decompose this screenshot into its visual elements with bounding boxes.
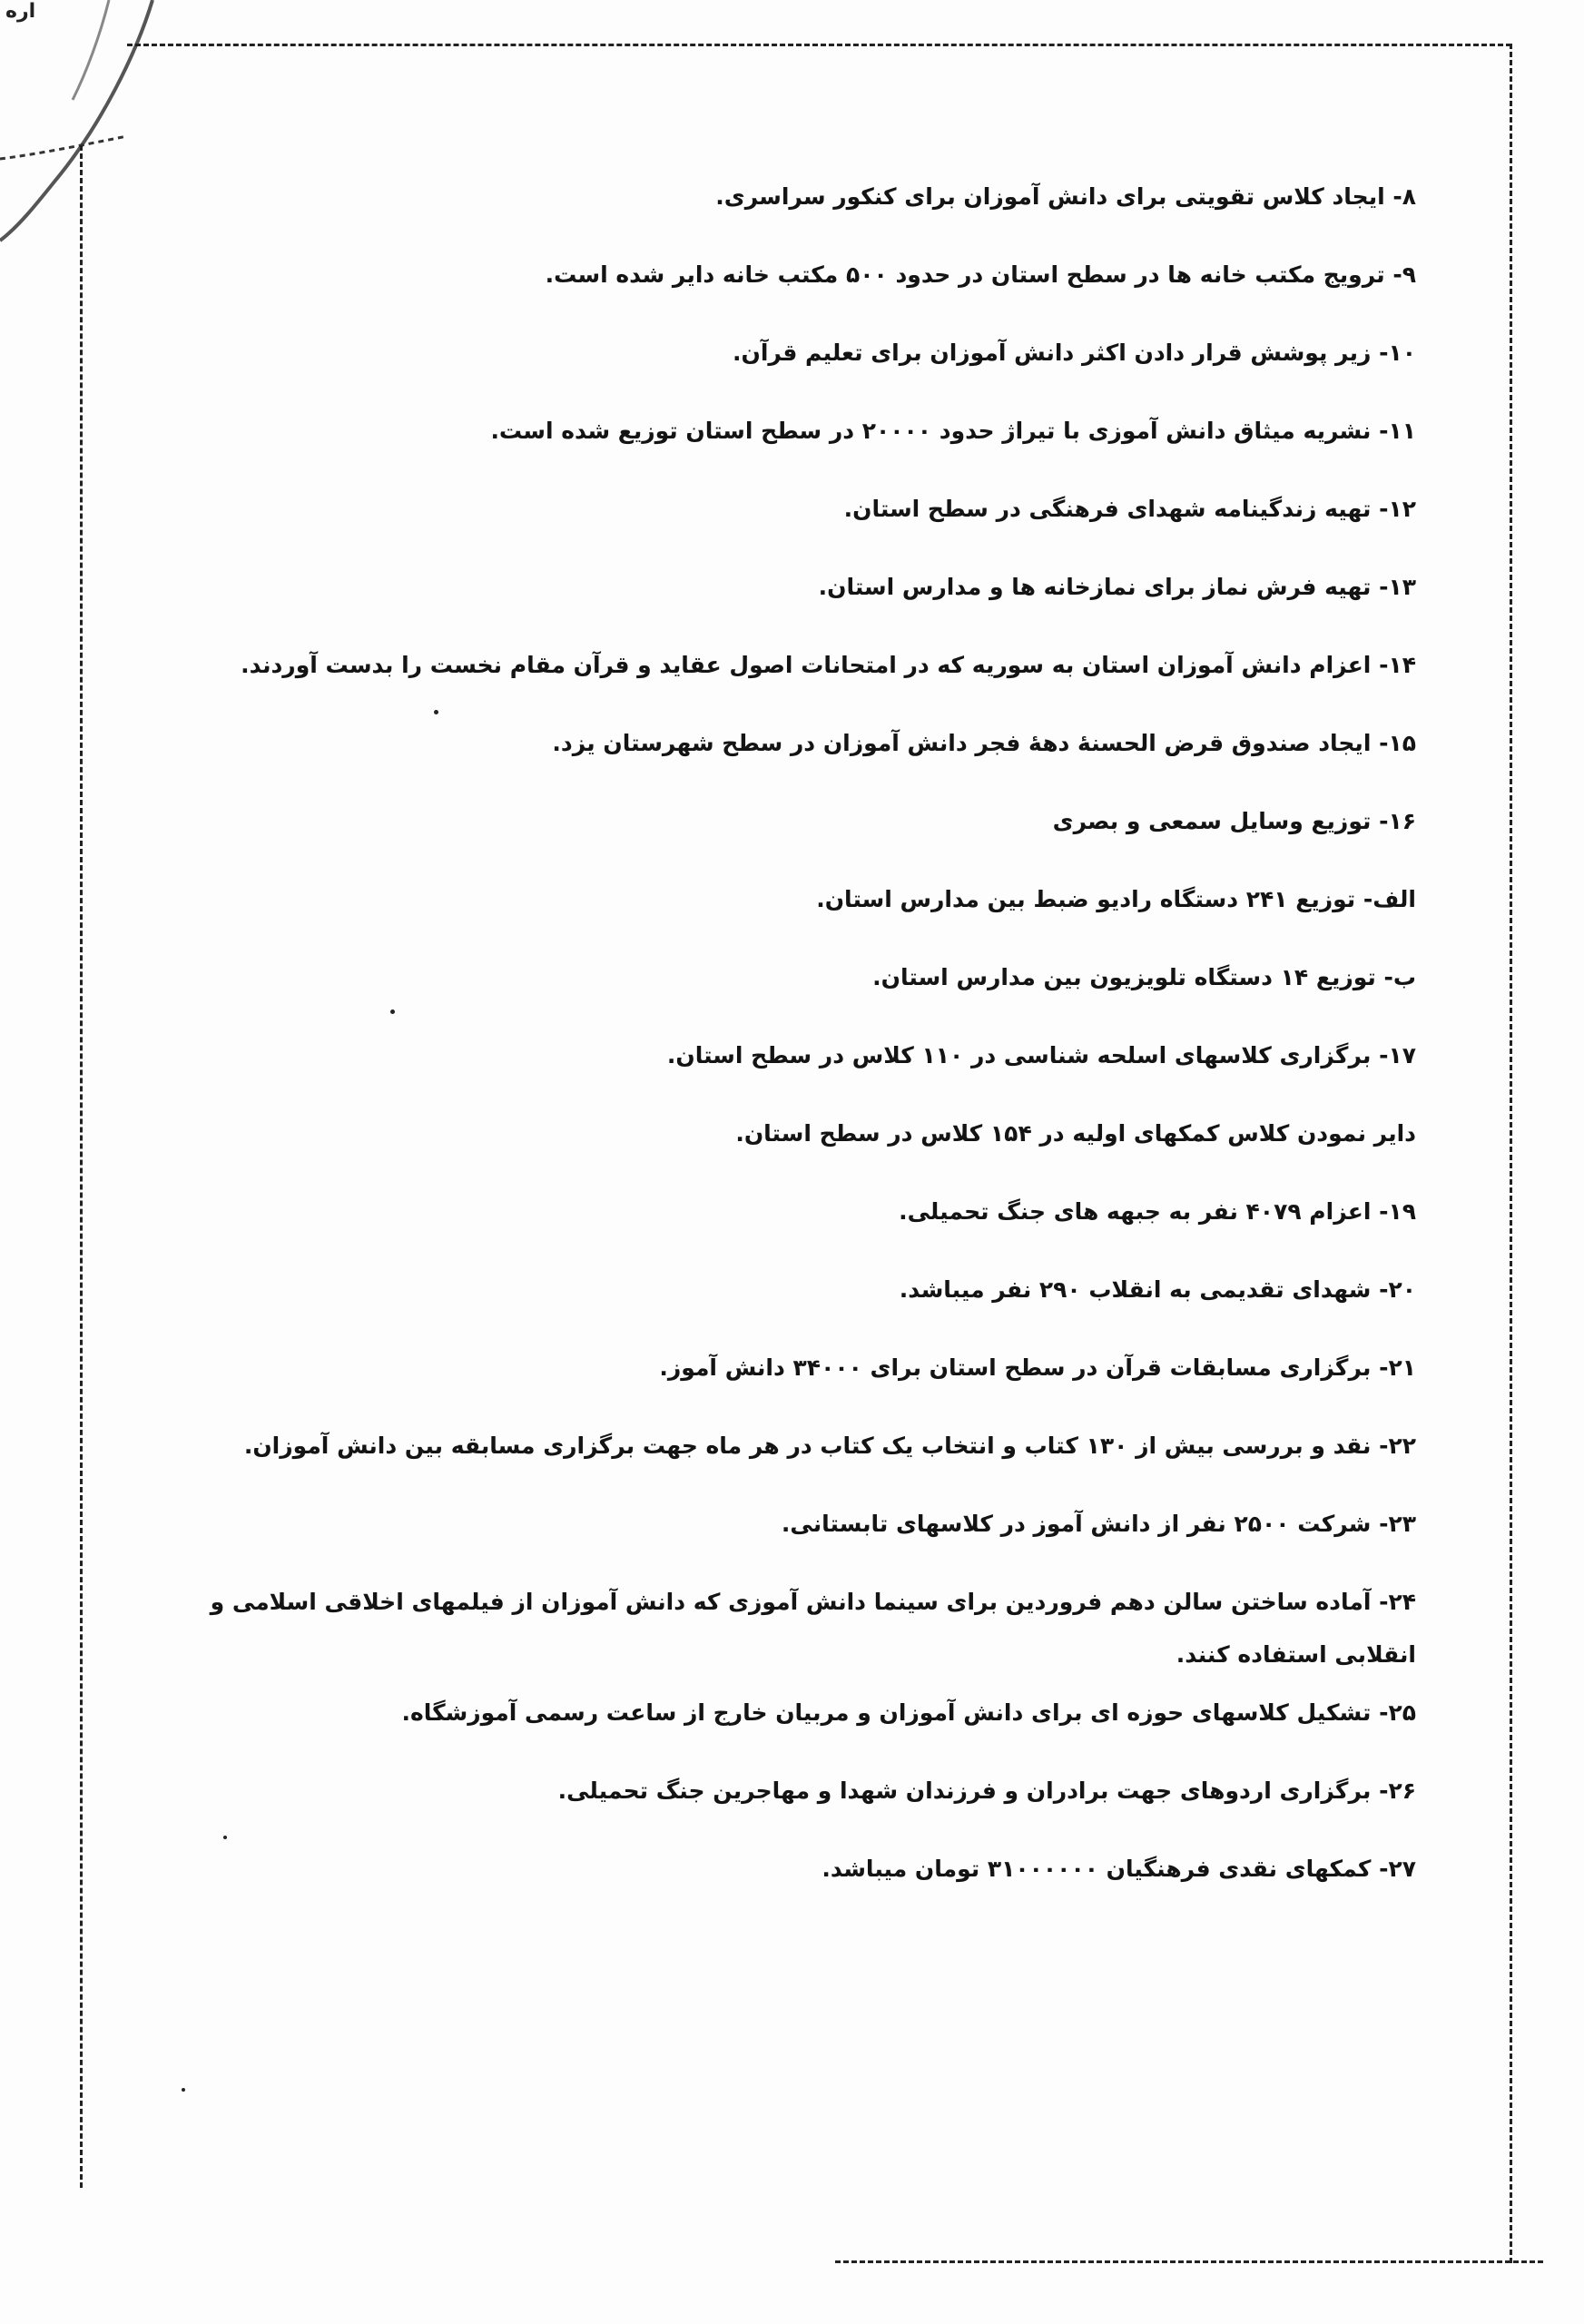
frame-right-border: [1510, 44, 1512, 2263]
list-subitem: الف- توزیع ۲۴۱ دستگاه رادیو ضبط بین مدارس استان.: [816, 886, 1416, 912]
list-item: ۱۶- توزیع وسایل سمعی و بصری: [1052, 808, 1416, 834]
list-item: ۱۵- ایجاد صندوق قرض الحسنهٔ دههٔ فجر دانش آموزان در سطح شهرستان یزد.: [552, 730, 1416, 756]
list-item: ۱۴- اعزام دانش آموزان استان به سوریه که در امتحانات اصول عقاید و قرآن مقام نخست را بدست آوردند.: [241, 652, 1416, 678]
corner-handwritten-mark: اره: [5, 0, 36, 23]
list-item: ۲۱- برگزاری مسابقات قرآن در سطح استان برای ۳۴۰۰۰ دانش آموز.: [659, 1354, 1416, 1381]
frame-bottom-border: [835, 2260, 1543, 2263]
list-item: ۲۴- آماده ساختن سالن دهم فروردین برای سینما دانش آموزی که دانش آموزان از فیلمهای اخلاقی اسلامی و انقلابی استفاده کنند.: [210, 1589, 1416, 1668]
list-item: ۲۵- تشکیل کلاسهای حوزه ای برای دانش آموزان و مربیان خارج از ساعت رسمی آموزشگاه.: [401, 1699, 1416, 1726]
list-item: ۱۹- اعزام ۴۰۷۹ نفر به جبهه های جنگ تحمیلی.: [899, 1198, 1416, 1225]
list-subitem: ب- توزیع ۱۴ دستگاه تلویزیون بین مدارس استان.: [872, 964, 1416, 990]
list-item: ۱۷- برگزاری کلاسهای اسلحه شناسی در ۱۱۰ کلاس در سطح استان.: [666, 1042, 1416, 1068]
list-item: ۲۳- شرکت ۲۵۰۰ نفر از دانش آموز در کلاسهای تابستانی.: [781, 1511, 1416, 1537]
list-item: ۲۰- شهدای تقدیمی به انقلاب ۲۹۰ نفر میباشد.: [899, 1276, 1416, 1303]
list-item: ۸- ایجاد کلاس تقویتی برای دانش آموزان برای کنکور سراسری.: [715, 183, 1416, 210]
list-item: دایر نمودن کلاس کمکهای اولیه در ۱۵۴ کلاس در سطح استان.: [735, 1120, 1416, 1147]
list-item: ۲۶- برگزاری اردوهای جهت برادران و فرزندان شهدا و مهاجرین جنگ تحمیلی.: [557, 1777, 1416, 1804]
ink-speck: [182, 2088, 185, 2092]
list-item: ۱۳- تهیه فرش نماز برای نمازخانه ها و مدارس استان.: [818, 574, 1416, 600]
list-item: ۱۱- نشریه میثاق دانش آموزی با تیراژ حدود ۲۰۰۰۰ در سطح استان توزیع شده است.: [490, 418, 1416, 444]
list-item: ۲۲- نقد و بررسی بیش از ۱۳۰ کتاب و انتخاب یک کتاب در هر ماه جهت برگزاری مسابقه بین دانش آموزان.: [243, 1433, 1416, 1459]
list-item: ۱۰- زیر پوشش قرار دادن اکثر دانش آموزان برای تعلیم قرآن.: [733, 340, 1416, 366]
list-item: ۲۷- کمکهای نقدی فرهنگیان ۳۱۰۰۰۰۰۰ تومان میباشد.: [822, 1856, 1416, 1882]
frame-top-border: [127, 44, 1511, 46]
document-body: [154, 182, 1416, 1932]
list-item: ۹- ترویج مکتب خانه ها در سطح استان در حدود ۵۰۰ مکتب خانه دایر شده است.: [545, 261, 1416, 288]
frame-left-border: [80, 145, 83, 2188]
list-item: ۱۲- تهیه زندگینامه شهدای فرهنگی در سطح استان.: [843, 496, 1416, 522]
